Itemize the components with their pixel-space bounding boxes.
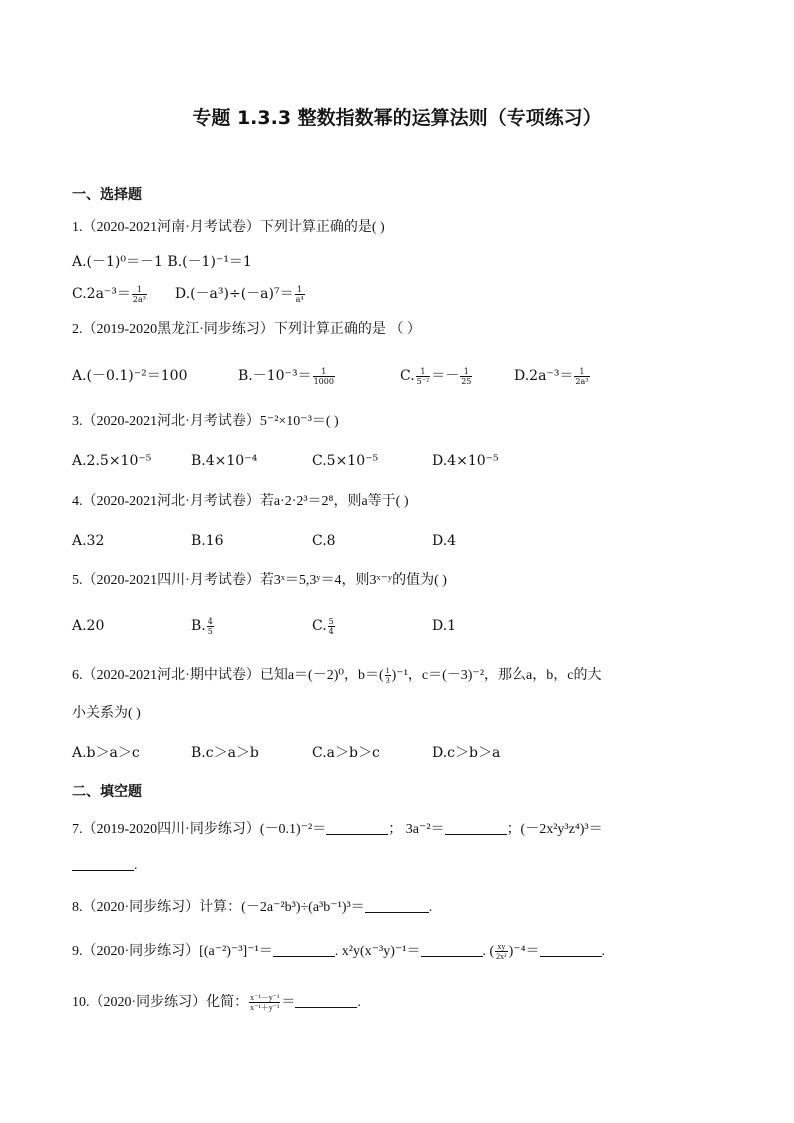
q4-option-c: C.8 [312,533,336,549]
q3-option-c: C.5×10⁻⁵ [312,453,379,469]
q5-option-b: B. $\frac{4}{5}$ [191,616,213,636]
question-10: 10.（2020·同步练习）化简： $\frac{\text{x⁻¹－y⁻¹}}{\text{x⁻¹＋y⁻¹}}$ ＝ . [72,993,361,1013]
page-title: 专题 1.3.3 整数指数幂的运算法则（专项练习） [192,107,602,129]
q1-option-c: C.2a⁻³＝ [72,286,131,302]
q10-blank[interactable] [295,993,357,1008]
q3-option-a: A.2.5×10⁻⁵ [72,453,152,469]
q1-option-d-fraction: $\frac{1}{\text{a⁴}}$ [295,284,304,304]
q1-option-c-fraction: $\frac{1}{\text{2a³}}$ [132,284,146,304]
q4-option-d: D.4 [432,533,457,549]
q4-option-a: A.32 [72,533,105,549]
question-6-stem: 6.（2020-2021河北·期中试卷）已知a＝(－2)⁰，b＝( $\frac{1}{3}$ )⁻¹，c＝(－3)⁻²，那么a，b，c的大 [72,666,602,686]
q9-blank-2[interactable] [421,942,483,957]
question-4-stem: 4.（2020-2021河北·月考试卷）若a·2·2³＝2⁸，则a等于( ) [72,494,409,509]
question-6-stem-line2: 小关系为( ) [72,706,141,721]
question-5-stem: 5.（2020-2021四川·月考试卷）若3ˣ＝5,3ʸ＝4，则3ˣ⁻ʸ的值为( ) [72,573,447,588]
q2-option-b: B.－10⁻³＝ $\frac{1}{1000}$ [238,366,334,386]
q5-option-a: A.20 [72,618,105,634]
q7-blank-3[interactable] [72,856,134,871]
q4-option-b: B.16 [191,533,224,549]
q6-option-c: C.a＞b＞c [312,745,380,761]
q1-option-d: D.(－a³)÷(－a)⁷＝ [174,286,294,302]
section-heading-choice: 一、选择题 [72,187,142,203]
question-7-line2: . [72,856,138,876]
question-7: 7.（2019-2020四川·同步练习）(－0.1)⁻²＝ ； 3a⁻²＝ ；(－2x²y³z⁴)³＝ [72,822,603,837]
question-3-stem: 3.（2020-2021河北·月考试卷）5⁻²×10⁻³＝( ) [72,414,339,429]
q3-option-d: D.4×10⁻⁵ [432,453,499,469]
q5-option-c: C. $\frac{5}{4}$ [312,616,334,636]
q2-option-d: D.2a⁻³＝ $\frac{1}{\text{2a³}}$ [514,366,589,386]
q6-option-d: D.c＞b＞a [432,745,501,761]
q6-option-a: A.b＞a＞c [72,745,140,761]
q6-option-b: B.c＞a＞b [191,745,259,761]
question-1-options-cd [72,284,306,304]
q7-blank-2[interactable] [445,820,507,835]
question-8: 8.（2020·同步练习）计算：(－2a⁻²b³)÷(a³b⁻¹)³＝ . [72,900,433,915]
question-2-stem: 2.（2019-2020黑龙江·同步练习）下列计算正确的是 （ ） [72,322,421,337]
question-1-options-ab: A.(－1)⁰＝－1 B.(－1)⁻¹＝1 [72,254,252,270]
q8-blank[interactable] [365,898,429,913]
q5-option-d: D.1 [432,618,457,634]
q2-option-c: C. $\frac{1}{\text{5⁻²}}$ ＝－ $\frac{1}{25}$ [400,366,472,386]
q9-blank-3[interactable] [540,942,602,957]
q2-option-a: A.(－0.1)⁻²＝100 [72,368,188,384]
q7-blank-1[interactable] [326,820,388,835]
section-heading-fill: 二、填空题 [72,784,142,800]
q3-option-b: B.4×10⁻⁴ [191,453,258,469]
question-1-stem: 1.（2020-2021河南·月考试卷）下列计算正确的是( ) [72,220,385,235]
q9-blank-1[interactable] [273,942,335,957]
question-9: 9.（2020·同步练习）[(a⁻²)⁻³]⁻¹＝ . x²y(x⁻³y)⁻¹＝ . ( $\frac{xy}{\text{2x²}}$ )⁻⁴＝ . [72,942,606,962]
